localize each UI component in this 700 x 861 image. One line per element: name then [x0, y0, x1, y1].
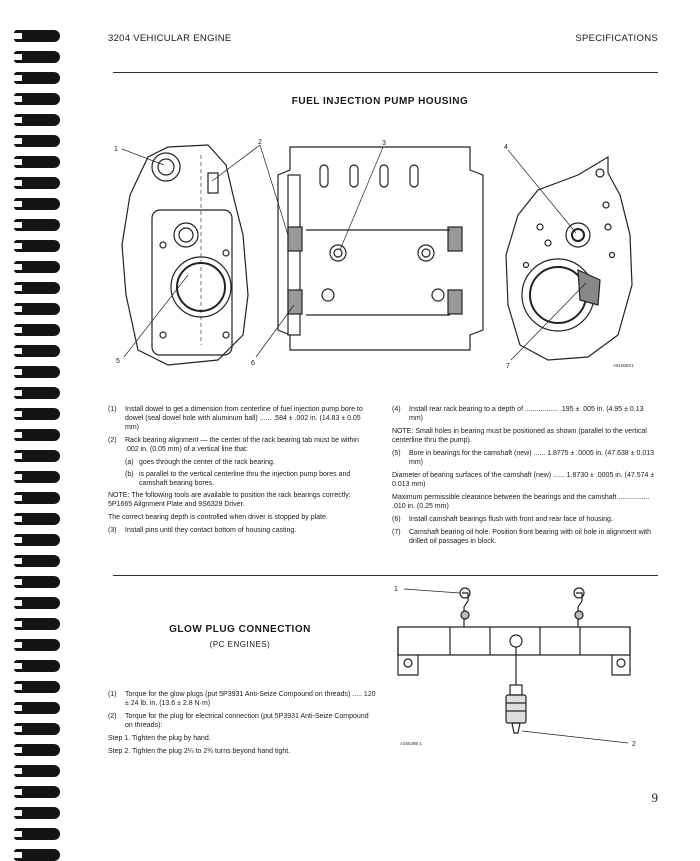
list-item [125, 458, 370, 467]
callout-4: 4 [504, 144, 508, 151]
binding-ring [14, 303, 60, 315]
list-item [108, 526, 370, 535]
item-text: Step 2. Tighten the plug 2¼ to 2¾ turns beyond hand tight. [108, 748, 291, 755]
item-text: Camshaft bearing oil hole. Position front bearing with oil hole in alignment with drilled oil passages in block. [409, 529, 652, 545]
binding-ring [14, 576, 60, 588]
header-rule [113, 72, 658, 73]
binding-ring [14, 450, 60, 462]
item-text: Maximum permissible clearance between the bearings and the camshaft ................ .010 in. (0.25 mm) [392, 494, 650, 510]
binding-ring [14, 135, 60, 147]
header-left: 3204 VEHICULAR ENGINE [108, 33, 232, 44]
callout-5: 5 [116, 358, 120, 365]
item-text: Bore in bearings for the camshaft (new) ...... 1.8775 ± .0005 in. (47.638 ± 0.013 mm) [409, 450, 655, 466]
item-text: Step 1. Tighten the plug by hand. [108, 735, 211, 742]
item-text: Install pins until they contact bottom of housing casting. [125, 527, 297, 534]
section-title-glow-plug: GLOW PLUG CONNECTION [169, 624, 311, 635]
binding-ring [14, 513, 60, 525]
pump-housing-figure [108, 135, 660, 375]
binding-ring [14, 114, 60, 126]
item-number: (6) [392, 516, 401, 523]
binding-ring [14, 387, 60, 399]
binding-ring [14, 408, 60, 420]
item-number: (2) [108, 713, 117, 720]
binding-ring [14, 660, 60, 672]
item-text: goes through the center of the rack bearing. [139, 459, 275, 466]
binding-ring [14, 639, 60, 651]
page-number: 9 [651, 790, 658, 805]
item-text: NOTE: The following tools are available to position the rack bearings correctly: 5P1665 Alignment Plate and 9S6329 Driver. [108, 492, 351, 508]
binding-ring [14, 534, 60, 546]
left-view-outline [122, 145, 248, 365]
item-number: (1) [108, 406, 117, 413]
figure-code-2: A255398 1 [400, 741, 422, 746]
note-paragraph [392, 493, 658, 511]
glow-plug-bracket [398, 627, 630, 655]
binding-ring [14, 744, 60, 756]
spiral-binding [0, 0, 62, 854]
list-item [108, 405, 370, 432]
binding-ring [14, 93, 60, 105]
note-paragraph [108, 747, 376, 756]
glow-plug-figure [390, 585, 660, 755]
item-number: (3) [108, 527, 117, 534]
binding-ring [14, 261, 60, 273]
list-item [392, 515, 658, 524]
binding-ring [14, 681, 60, 693]
binding-ring [14, 723, 60, 735]
binding-ring [14, 429, 60, 441]
item-text: NOTE: Small holes in bearing must be positioned as shown (parallel to the vertical centerline thru the pump). [392, 428, 647, 444]
list-item [392, 528, 658, 546]
section2-items [108, 690, 376, 760]
item-number: (2) [108, 437, 117, 444]
section1-left-column [108, 405, 370, 539]
binding-ring [14, 471, 60, 483]
binding-ring [14, 72, 60, 84]
note-paragraph [392, 427, 658, 445]
binding-ring [14, 156, 60, 168]
item-number: (5) [392, 450, 401, 457]
list-item [125, 470, 370, 488]
callout-1: 1 [114, 146, 118, 153]
binding-ring [14, 555, 60, 567]
binding-ring [14, 30, 60, 42]
item-text: Rack bearing alignment — the center of the rack bearing tab must be within .002 in. (0.05 mm) of a vertical line that: [125, 437, 359, 453]
binding-ring [14, 51, 60, 63]
list-item [108, 690, 376, 708]
list-item [392, 449, 658, 467]
glow-callout-2: 2 [632, 741, 636, 748]
item-number: (a) [125, 459, 134, 466]
figure-code-1: A61908X1 [613, 363, 635, 368]
section-subtitle-glow-plug: (PC ENGINES) [209, 640, 271, 649]
binding-ring [14, 198, 60, 210]
binding-ring [14, 597, 60, 609]
item-text: Diameter of bearing surfaces of the camshaft (new) ...... 1.8730 ± .0005 in. (47.574 ± 0.013 mm) [392, 472, 655, 488]
binding-ring [14, 618, 60, 630]
section-divider [113, 575, 658, 576]
item-text: Torque for the glow plugs (put 5P3931 Anti-Seize Compound on threads) ..... 120 ± 24 lb. in. (13.6 ± 2.8 N·m) [125, 691, 376, 707]
list-item [392, 405, 658, 423]
binding-ring [14, 282, 60, 294]
item-text: is parallel to the vertical centerline thru the injection pump bores and camshaft bearing bores. [139, 471, 351, 487]
binding-ring [14, 366, 60, 378]
item-number: (b) [125, 471, 134, 478]
binding-ring [14, 702, 60, 714]
binding-ring [14, 240, 60, 252]
item-text: Install camshaft bearings flush with front and rear face of housing. [409, 516, 613, 523]
binding-ring [14, 786, 60, 798]
binding-ring [14, 219, 60, 231]
binding-ring [14, 177, 60, 189]
item-text: Install rear rack bearing to a depth of ................. .195 ± .005 in. (4.95 ± 0.13 mm) [409, 406, 644, 422]
glow-callout-1: 1 [394, 586, 398, 593]
callout-7: 7 [506, 363, 510, 370]
list-item [108, 712, 376, 730]
binding-ring [14, 345, 60, 357]
callout-2: 2 [258, 139, 262, 146]
item-text: Torque for the plug for electrical connection (put 5P3931 Anti-Seize Compound on threads): [125, 713, 369, 729]
callout-6: 6 [251, 360, 255, 367]
callout-3: 3 [382, 140, 386, 147]
binding-ring [14, 828, 60, 840]
item-number: (7) [392, 529, 401, 536]
note-paragraph [108, 491, 370, 509]
header-right: SPECIFICATIONS [575, 33, 658, 44]
item-text: Install dowel to get a dimension from centerline of fuel injection pump bore to dowel (seal dowel hole with aluminum ball) ...... .584 ± .002 in. (14.83 ± 0.05 mm) [125, 406, 363, 431]
binding-ring [14, 849, 60, 861]
section-title-pump-housing: FUEL INJECTION PUMP HOUSING [291, 96, 469, 107]
list-item [108, 436, 370, 454]
binding-ring [14, 765, 60, 777]
item-number: (1) [108, 691, 117, 698]
binding-ring [14, 324, 60, 336]
section1-right-column [392, 405, 658, 550]
note-paragraph [108, 513, 370, 522]
note-paragraph [392, 471, 658, 489]
binding-ring [14, 807, 60, 819]
binding-ring [14, 492, 60, 504]
note-paragraph [108, 734, 376, 743]
item-text: The correct bearing depth is controlled when driver is stopped by plate. [108, 514, 328, 521]
item-number: (4) [392, 406, 401, 413]
